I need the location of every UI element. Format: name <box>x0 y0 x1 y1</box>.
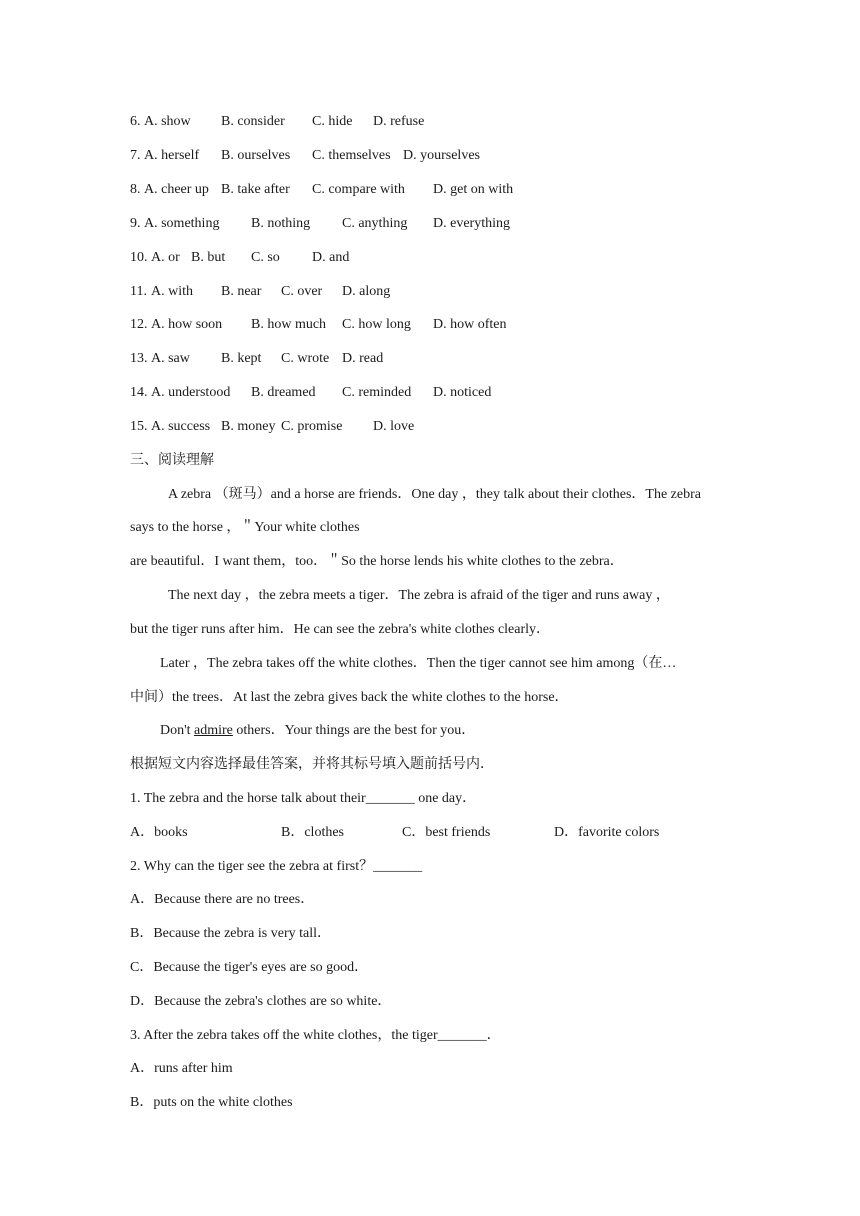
question-number: 6. <box>130 114 141 129</box>
passage-line: are beautiful．I want them，too．＂So the horse lends his white clothes to the zebra． <box>130 554 624 569</box>
option-d: D. get on with <box>433 182 514 197</box>
option-b: B. how much <box>251 317 327 332</box>
passage-line <box>160 722 475 740</box>
passage-line: says to the horse ，＂Your white clothes <box>130 520 360 535</box>
question-1-stem <box>130 790 476 808</box>
question-number: 11. <box>130 284 147 299</box>
instruction: 根据短文内容选择最佳答案，并将其标号填入题前括号内． <box>130 757 494 772</box>
passage-text: others．Your things are the best for you． <box>232 723 476 738</box>
question-text: 3. After the zebra takes off the white clothes，the tiger <box>130 1028 438 1043</box>
underlined-word: admire <box>194 723 233 738</box>
option-c: C. anything <box>342 216 408 231</box>
option-b: B. kept <box>221 351 262 366</box>
option-a: A．books <box>130 825 188 840</box>
option-a: A. herself <box>144 148 200 163</box>
option-d: D. along <box>342 284 391 299</box>
option-a: A. show <box>144 114 191 129</box>
option-a: A. success <box>151 419 211 434</box>
question-2-option: C．Because the tiger's eyes are so good． <box>130 960 369 975</box>
question-2-option: A．Because there are no trees． <box>130 892 315 907</box>
option-c: C. promise <box>281 419 343 434</box>
option-c: C．best friends <box>402 825 491 840</box>
question-number: 12. <box>130 317 148 332</box>
option-c: C. over <box>281 284 323 299</box>
question-3-stem <box>130 1027 501 1045</box>
option-a: A. saw <box>151 351 190 366</box>
question-number: 14. <box>130 385 148 400</box>
option-d: D. love <box>373 419 415 434</box>
question-3-option: A．runs after him <box>130 1061 233 1076</box>
passage-line: The next day ，the zebra meets a tiger．The zebra is afraid of the tiger and runs away ， <box>168 588 670 603</box>
option-c: C. themselves <box>312 148 391 163</box>
question-number: 7. <box>130 148 141 163</box>
option-b: B. dreamed <box>251 385 316 400</box>
option-d: D. and <box>312 250 350 265</box>
option-c: C. compare with <box>312 182 405 197</box>
question-text: 1. The zebra and the horse talk about their <box>130 791 366 806</box>
option-c: C. how long <box>342 317 411 332</box>
question-number: 10. <box>130 250 148 265</box>
question-number: 8. <box>130 182 141 197</box>
option-d: D. how often <box>433 317 507 332</box>
section-title: 三、阅读理解 <box>130 453 214 468</box>
option-d: D．favorite colors <box>554 825 660 840</box>
option-d: D. yourselves <box>403 148 480 163</box>
question-text: ． <box>486 1028 501 1043</box>
answer-blank: _______ <box>373 859 423 874</box>
option-d: D. noticed <box>433 385 492 400</box>
question-2-option: B．Because the zebra is very tall． <box>130 926 331 941</box>
option-d: D. read <box>342 351 384 366</box>
option-c: C. reminded <box>342 385 412 400</box>
question-number: 13. <box>130 351 148 366</box>
option-a: A. cheer up <box>144 182 209 197</box>
option-d: D. refuse <box>373 114 425 129</box>
option-a: A. how soon <box>151 317 223 332</box>
option-d: D. everything <box>433 216 510 231</box>
option-c: C. so <box>251 250 280 265</box>
option-a: A. understood <box>151 385 231 400</box>
passage-line: Later ，The zebra takes off the white clothes．Then the tiger cannot see him among（在… <box>160 656 677 671</box>
question-text: 2. Why can the tiger see the zebra at first？ <box>130 859 374 874</box>
option-b: B. nothing <box>251 216 311 231</box>
question-2-option: D．Because the zebra's clothes are so white． <box>130 994 392 1009</box>
option-b: B. ourselves <box>221 148 291 163</box>
option-b: B. but <box>191 250 226 265</box>
option-b: B. consider <box>221 114 285 129</box>
question-number: 9. <box>130 216 141 231</box>
option-c: C. hide <box>312 114 353 129</box>
option-b: B. money <box>221 419 276 434</box>
passage-line: A zebra （斑马）and a horse are friends．One day ，they talk about their clothes．The zebra <box>168 487 701 502</box>
option-b: B. near <box>221 284 262 299</box>
question-3-option: B．puts on the white clothes <box>130 1095 293 1110</box>
option-a: A. or <box>151 250 180 265</box>
question-number: 15. <box>130 419 148 434</box>
option-c: C. wrote <box>281 351 330 366</box>
question-text: one day． <box>414 791 477 806</box>
passage-text: Don't <box>160 723 195 738</box>
passage-line: 中间）the trees．At last the zebra gives back the white clothes to the horse． <box>130 690 569 705</box>
passage-line: but the tiger runs after him．He can see the zebra's white clothes clearly． <box>130 622 551 637</box>
option-b: B．clothes <box>281 825 344 840</box>
option-b: B. take after <box>221 182 290 197</box>
option-a: A. something <box>144 216 220 231</box>
answer-blank: _______ <box>437 1028 487 1043</box>
question-2-stem <box>130 858 422 876</box>
option-a: A. with <box>151 284 193 299</box>
answer-blank: _______ <box>365 791 415 806</box>
